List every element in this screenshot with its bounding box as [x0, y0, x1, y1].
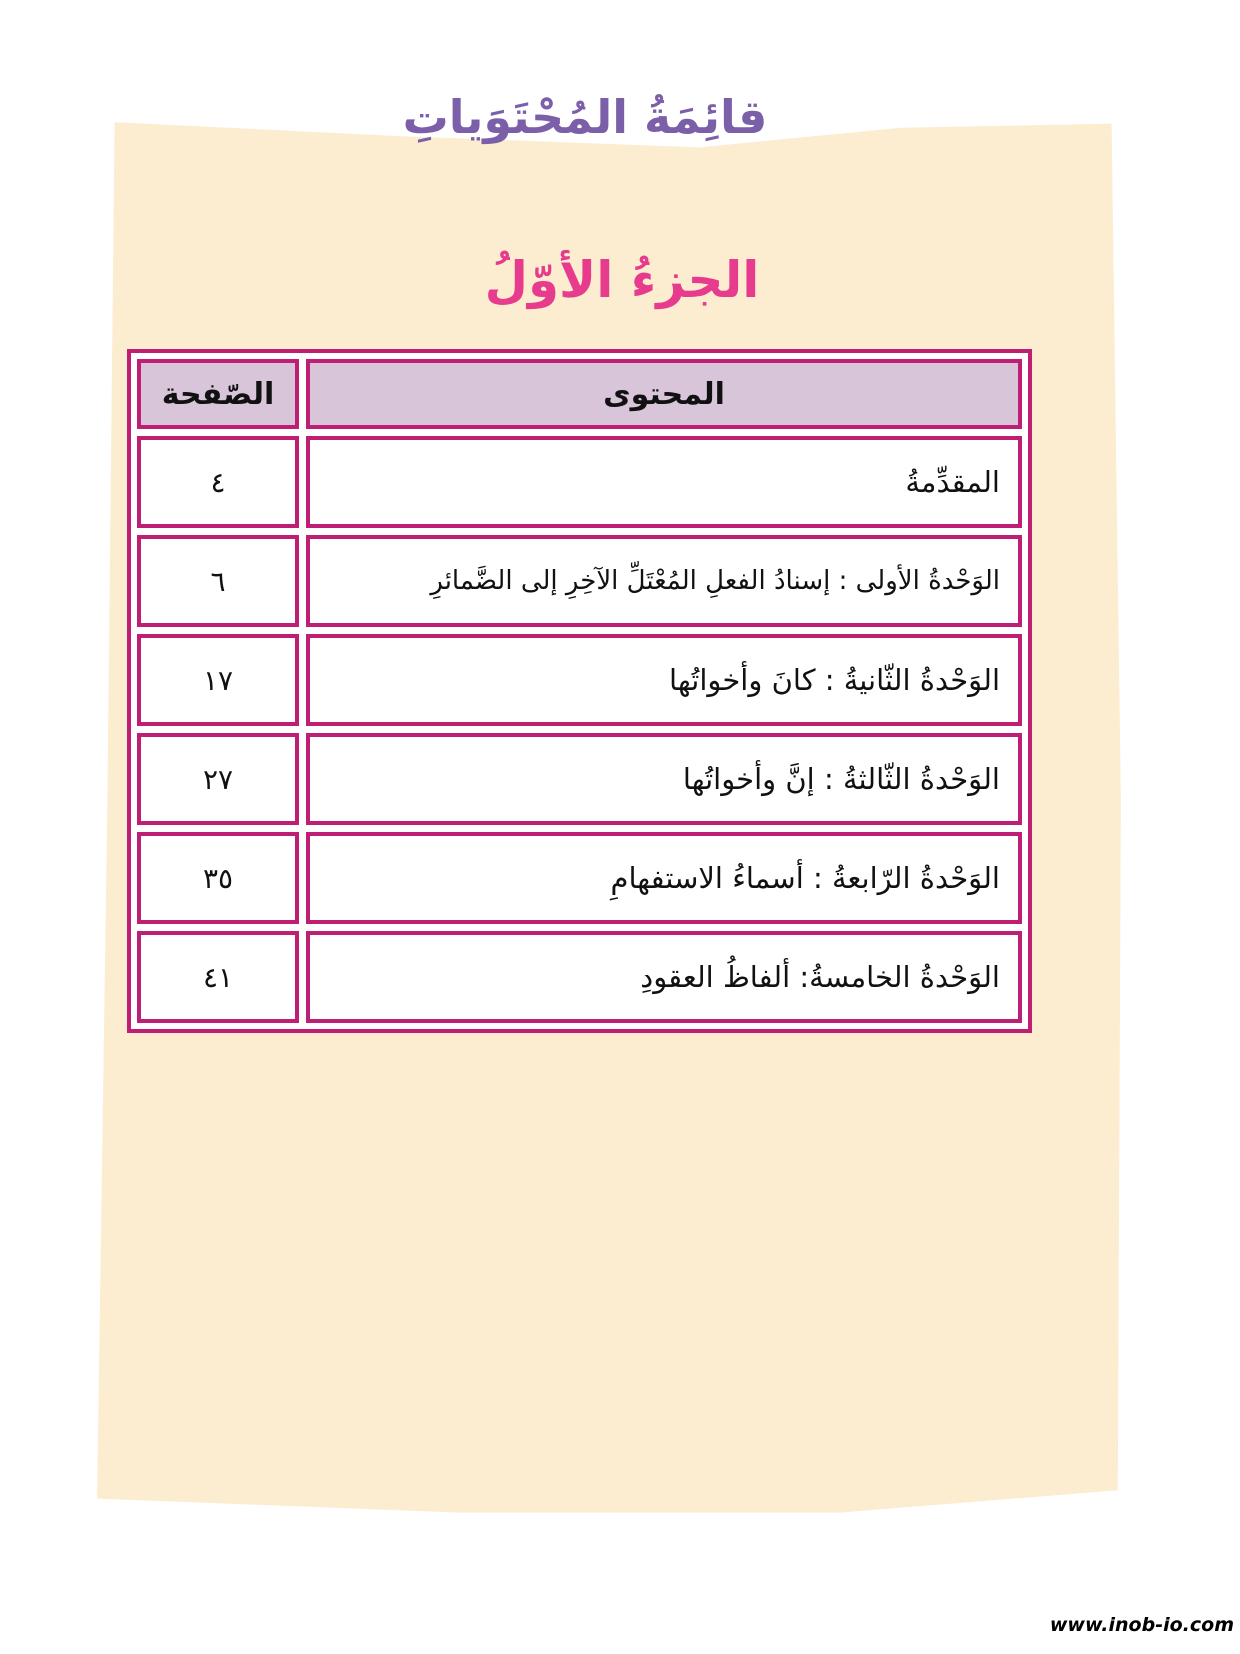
content-cell: المقدِّمةُ [306, 436, 1022, 528]
content-cell: الوَحْدةُ الثّانيةُ : كانَ وأخواتُها [306, 634, 1022, 726]
watermark-url: www.inob-io.com [1049, 1614, 1234, 1636]
table-row [137, 832, 1022, 924]
page-title: قائِمَةُ المُحْتَوَياتِ [402, 90, 768, 144]
content-cell: الوَحْدةُ الأولى : إسنادُ الفعلِ المُعْتَلِّ الآخِرِ إلى الضَّمائرِ [306, 535, 1022, 627]
part-one-heading: الجزءُ الأوّلُ [484, 251, 760, 309]
page-number-cell: ٤ [137, 436, 299, 528]
table-row [137, 535, 1022, 627]
page-number-cell: ٤١ [137, 931, 299, 1023]
table-row [137, 733, 1022, 825]
page-number-cell: ٣٥ [137, 832, 299, 924]
page-content [95, 90, 1125, 1514]
table-row [137, 931, 1022, 1023]
table-row [137, 634, 1022, 726]
page-number-cell: ٢٧ [137, 733, 299, 825]
table-header-row [137, 359, 1022, 429]
page-number-cell: ١٧ [137, 634, 299, 726]
content-cell: الوَحْدةُ الخامسةُ: ألفاظُ العقودِ [306, 931, 1022, 1023]
content-cell: الوَحْدةُ الرّابعةُ : أسماءُ الاستفهامِ [306, 832, 1022, 924]
content-cell: الوَحْدةُ الثّالثةُ : إنَّ وأخواتُها [306, 733, 1022, 825]
contents-table [127, 349, 1032, 1033]
table-row [137, 436, 1022, 528]
header-cell-page: الصّفحة [137, 359, 299, 429]
page-number-cell: ٦ [137, 535, 299, 627]
header-cell-content: المحتوى [306, 359, 1022, 429]
